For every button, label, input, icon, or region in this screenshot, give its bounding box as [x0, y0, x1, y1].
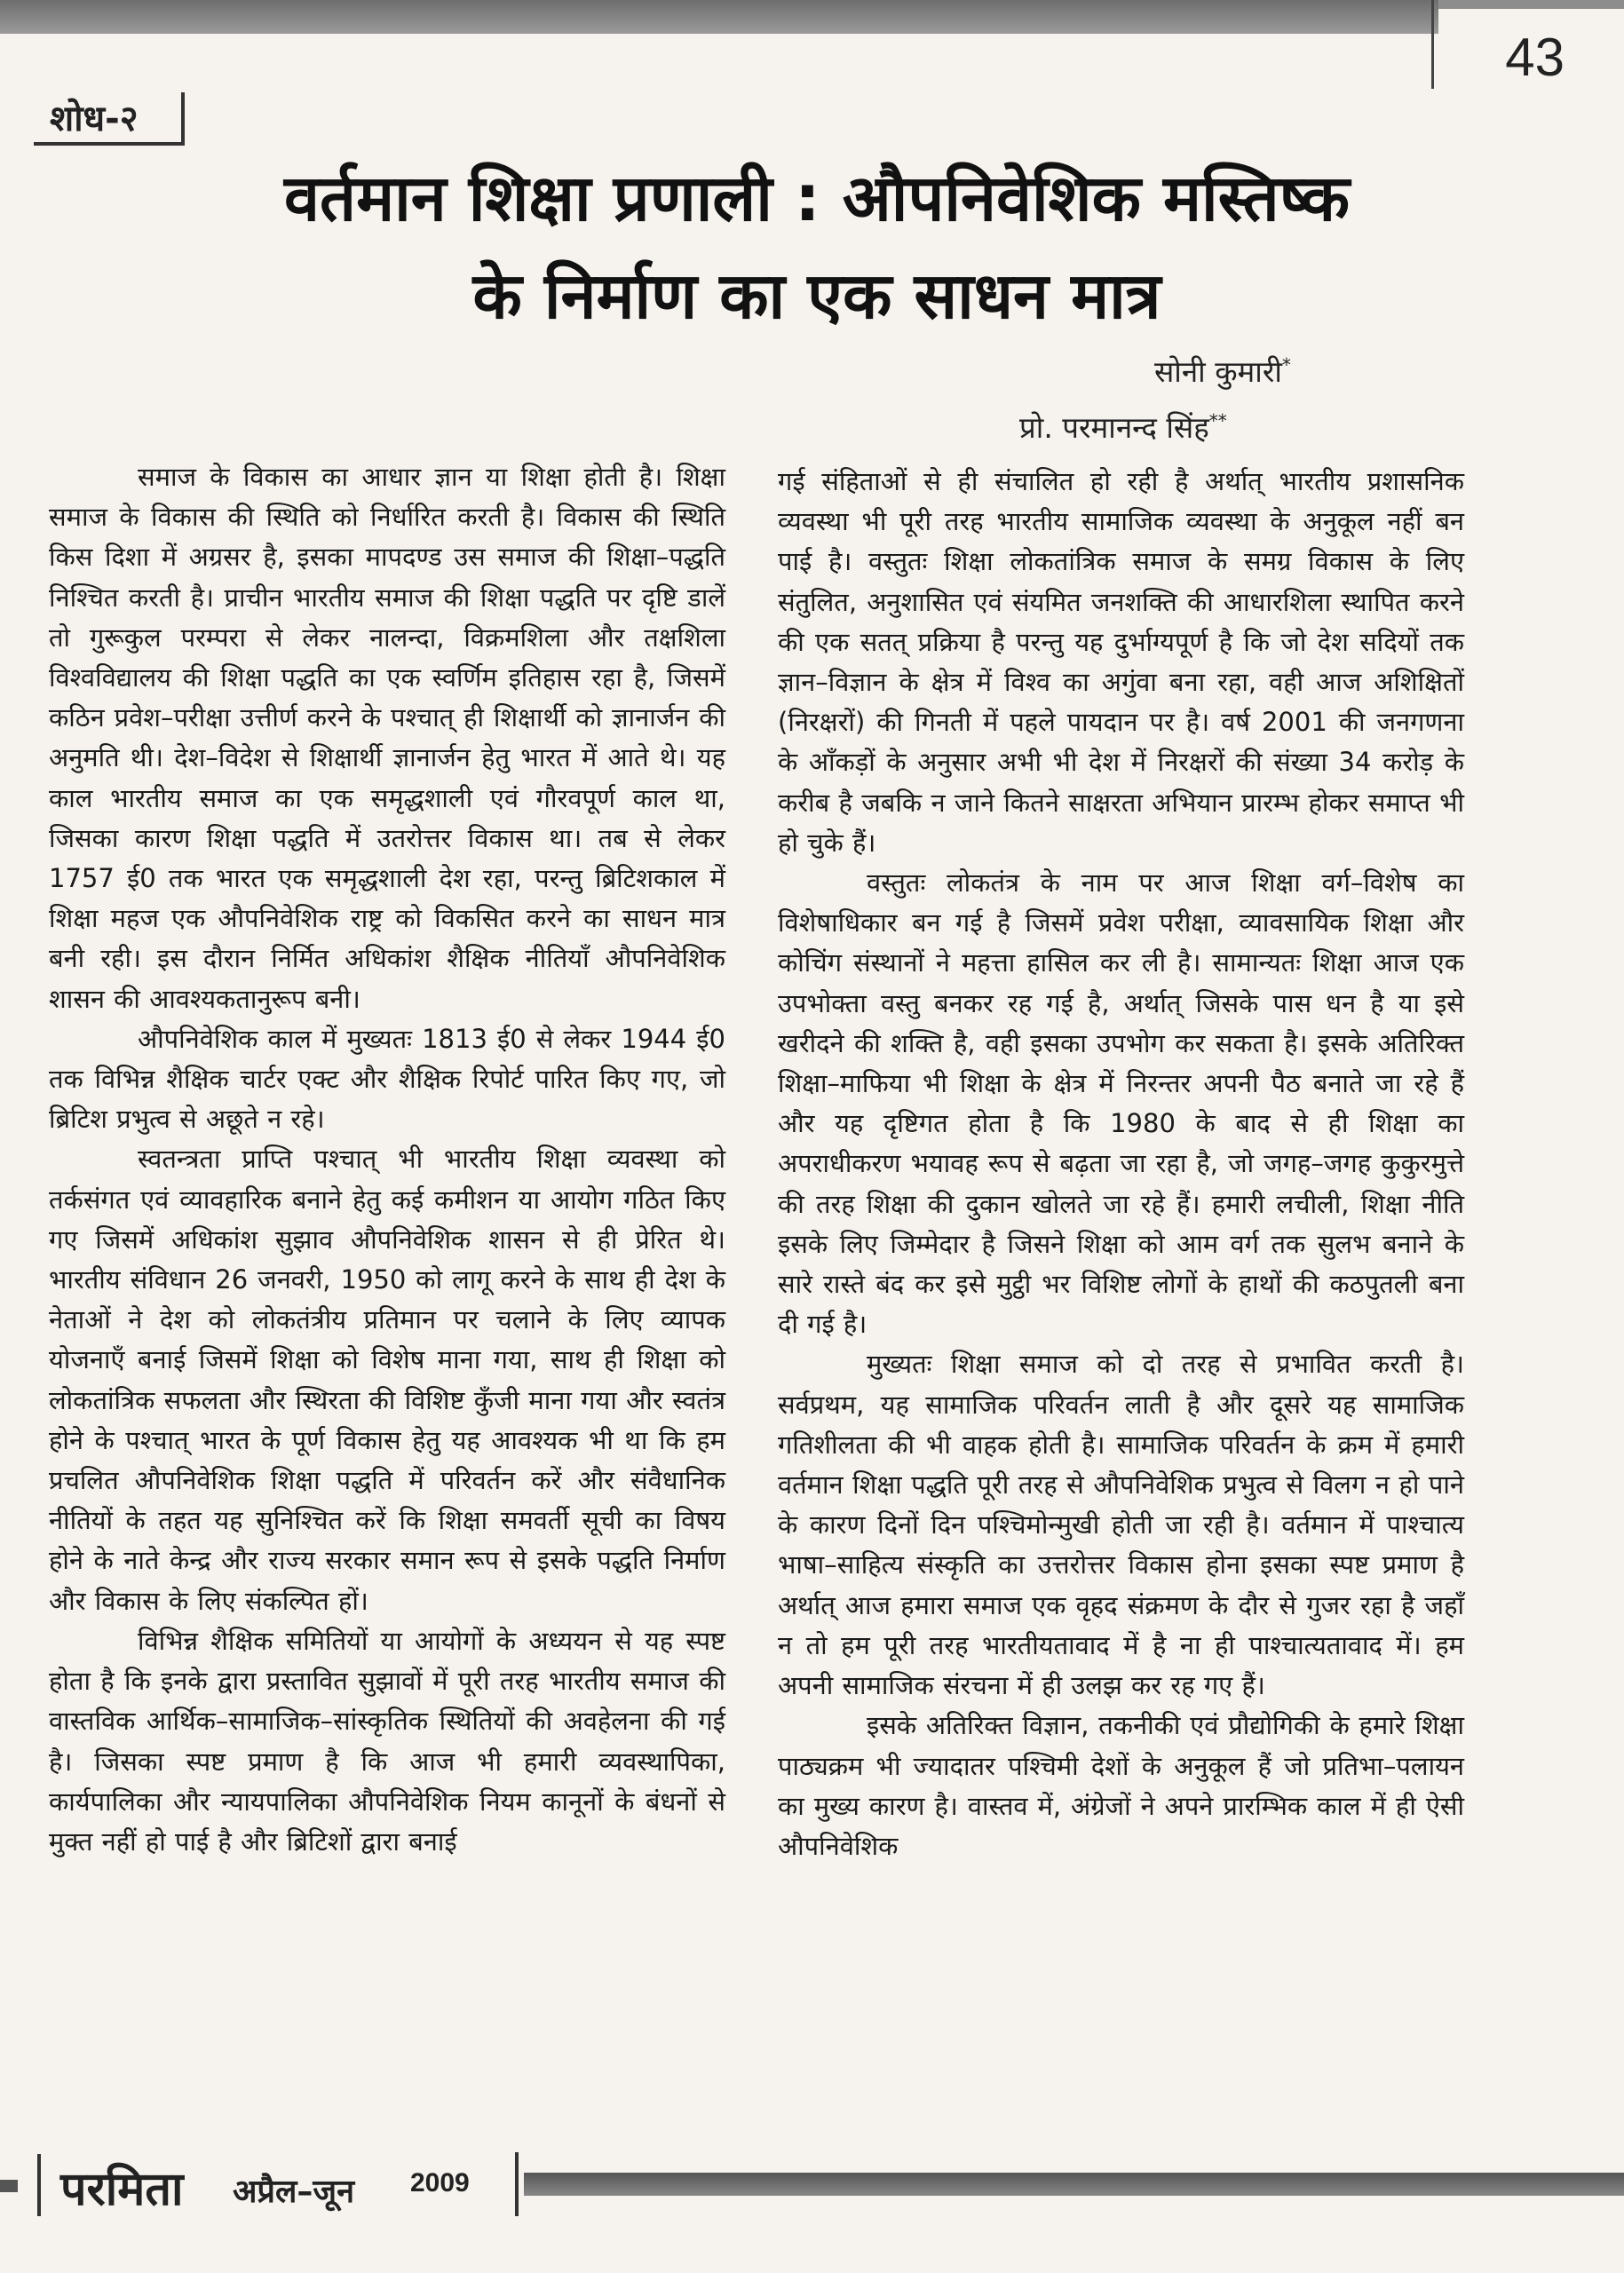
- footer-bar: [524, 2173, 1624, 2196]
- left-paragraph-3: स्वतन्त्रता प्राप्ति पश्चात् भी भारतीय शिक्षा व्यवस्था को तर्कसंगत एवं व्यावहारिक बनाने हेतु कई कमीशन या आयोग गठित किए गए जिसमें अधिकांश सुझाव औपनिवेशिक शासन से ही प्रेरित थे। भारतीय संविधान 26 जनवरी, 1950 को लागू करने के साथ ही देश के नेताओं ने देश को लोकतंत्रीय प्रतिमान पर चलाने के लिए व्यापक योजनाएँ बनाई जिसमें शिक्षा को विशेष माना गया, साथ ही शिक्षा को लोकतांत्रिक सफलता और स्थिरता की विशिष्ट कुँजी माना गया और स्वतंत्र होने के पश्चात् भारत के पूर्ण विकास हेतु यह आवश्यक भी था कि हम प्रचलित औपनिवेशिक शिक्षा पद्धति में परिवर्तन करें और संवैधानिक नीतियों के तहत यह सुनिश्चित करें कि शिक्षा समवर्ती सूची का विषय होने के नाते केन्द्र और राज्य सरकार समान रूप से इसके पद्धति निर्माण और विकास के लिए संकल्पित हों।: [49, 1144, 725, 1616]
- author-2-mark: **: [1208, 410, 1227, 432]
- right-column: [778, 462, 1464, 1866]
- issue-months: अप्रैल–जून: [233, 2174, 355, 2210]
- author-2: [1019, 407, 1227, 447]
- left-paragraph-4: विभिन्न शैक्षिक समितियों या आयोगों के अध्ययन से यह स्पष्ट होता है कि इनके द्वारा प्रस्तावित सुझावों में पूरी तरह भारतीय समाज की वास्तविक आर्थिक–सामाजिक–सांस्कृतिक स्थितियों की अवहेलना की गई है। जिसका स्पष्ट प्रमाण है कि आज भी हमारी व्यवस्थापिका, कार्यपालिका और न्यायपालिका औपनिवेशिक नियम कानूनों के बंधनों से मुक्त नहीं हो पाई है और ब्रिटिशों द्वारा बनाई: [49, 1625, 725, 1857]
- right-paragraph-1: गई संहिताओं से ही संचालित हो रही है अर्थात् भारतीय प्रशासनिक व्यवस्था भी पूरी तरह भारतीय सामाजिक व्यवस्था के अनुकूल नहीं बन पाई है। वस्तुतः शिक्षा लोकतांत्रिक समाज के समग्र विकास के लिए संतुलित, अनुशासित एवं संयमित जनशक्ति की आधारशिला स्थापित करने की एक सतत् प्रक्रिया है परन्तु यह दुर्भाग्यपूर्ण है कि जो देश सदियों तक ज्ञान–विज्ञान के क्षेत्र में विश्व का अगुंवा बना रहा, वही आज अशिक्षितों (निरक्षरों) की गिनती में पहले पायदान पर है। वर्ष 2001 की जनगणना के आँकड़ों के अनुसार अभी भी देश में निरक्षरों की संख्या 34 करोड़ के करीब है जबकि न जाने कितने साक्षरता अभियान प्रारम्भ होकर समाप्त भी हो चुके हैं।: [778, 466, 1464, 858]
- footer-bar-left: [0, 2180, 18, 2192]
- left-paragraph-2: औपनिवेशिक काल में मुख्यतः 1813 ई0 से लेकर 1944 ई0 तक विभिन्न शैक्षिक चार्टर एक्ट और शैक्षिक रिपोर्ट पारित किए गए, जो ब्रिटिश प्रभुत्व से अछूते न रहे।: [49, 1023, 725, 1135]
- author-1-mark: *: [1281, 354, 1291, 376]
- author-1-name: सोनी कुमारी: [1154, 354, 1282, 389]
- section-tag: शोध-२: [34, 92, 185, 146]
- issue-year: 2009: [410, 2168, 470, 2198]
- page-number-box: [1431, 0, 1624, 89]
- left-paragraph-1: समाज के विकास का आधार ज्ञान या शिक्षा होती है। शिक्षा समाज के विकास की स्थिति को निर्धारित करती है। विकास की स्थिति किस दिशा में अग्रसर है, इसका मापदण्ड उस समाज की शिक्षा–पद्धति निश्चित करती है। प्राचीन भारतीय समाज की शिक्षा पद्धति पर दृष्टि डालें तो गुरूकुल परम्परा से लेकर नालन्दा, विक्रमशिला और तक्षशिला विश्वविद्यालय की शिक्षा पद्धति का एक स्वर्णिम इतिहास रहा है, जिसमें कठिन प्रवेश–परीक्षा उत्तीर्ण करने के पश्चात् ही शिक्षार्थी को ज्ञानार्जन की अनुमति थी। देश–विदेश से शिक्षार्थी ज्ञानार्जन हेतु भारत में आते थे। यह काल भारतीय समाज का एक समृद्धशाली एवं गौरवपूर्ण काल था, जिसका कारण शिक्षा पद्धति में उतरोत्तर विकास था। तब से लेकर 1757 ई0 तक भारत एक समृद्धशाली देश रहा, परन्तु ब्रिटिशकाल में शिक्षा महज एक औपनिवेशिक राष्ट्र को विकसित करने का साधन मात्र बनी रही। इस दौरान निर्मित अधिकांश शैक्षिक नीतियाँ औपनिवेशिक शासन की आवश्यकतानुरूप बनी।: [49, 462, 725, 1014]
- title-line-2: के निर्माण का एक साधन मात्र: [472, 258, 1161, 333]
- article-title: [80, 149, 1554, 345]
- right-paragraph-4: इसके अतिरिक्त विज्ञान, तकनीकी एवं प्रौद्योगिकी के हमारे शिक्षा पाठ्यक्रम भी ज्यादातर पश्चिमी देशों के अनुकूल हैं जो प्रतिभा–पलायन का मुख्य कारण है। वास्तव में, अंग्रेजों ने अपने प्रारम्भिक काल में ही ऐसी औपनिवेशिक: [778, 1710, 1464, 1861]
- right-paragraph-3: मुख्यतः शिक्षा समाज को दो तरह से प्रभावित करती है। सर्वप्रथम, यह सामाजिक परिवर्तन लाती है और दूसरे यह सामाजिक गतिशीलता की भी वाहक होती है। सामाजिक परिवर्तन के क्रम में हमारी वर्तमान शिक्षा पद्धति पूरी तरह से औपनिवेशिक प्रभुत्व से विलग न हो पाने के कारण दिनों दिन पश्चिमोन्मुखी होती जा रही है। वर्तमान में पाश्चात्य भाषा–साहित्य संस्कृति का उत्तरोत्तर विकास होना इसका स्पष्ट प्रमाण है अर्थात् आज हमारा समाज एक वृहद संक्रमण के दौर से गुजर रहा है जहाँ न तो हम पूरी तरह भारतीयतावाद में है ना ही पाश्चात्यतावाद में। हम अपनी सामाजिक संरचना में ही उलझ कर रह गए हैं।: [778, 1349, 1464, 1701]
- right-paragraph-2: वस्तुतः लोकतंत्र के नाम पर आज शिक्षा वर्ग–विशेष का विशेषाधिकार बन गई है जिसमें प्रवेश परीक्षा, व्यावसायिक शिक्षा और कोचिंग संस्थानों ने महत्ता हासिल कर ली है। सामान्यतः शिक्षा आज एक उपभोक्ता वस्तु बनकर रह गई है, अर्थात् जिसके पास धन है या इसे खरीदने की शक्ति है, वही इसका उपभोग कर सकता है। इसके अतिरिक्त शिक्षा–माफिया भी शिक्षा के क्षेत्र में निरन्तर अपनी पैठ बनाते जा रहे हैं और यह दृष्टिगत होता है कि 1980 के बाद से ही शिक्षा का अपराधीकरण भयावह रूप से बढ़ता जा रहा है, जो जगह–जगह कुकुरमुत्ते की तरह शिक्षा की दुकान खोलते जा रहे हैं। हमारी लचीली, शिक्षा नीति इसके लिए जिम्मेदार है जिसने शिक्षा को आम वर्ग तक सुलभ बनाने के सारे रास्ते बंद कर इसे मुट्ठी भर विशिष्ट लोगों के हाथों की कठपुतली बना दी गई है।: [778, 867, 1464, 1340]
- page-number: 43: [1505, 28, 1565, 87]
- left-column: [49, 457, 725, 1862]
- author-1: [1154, 351, 1291, 391]
- title-line-1: वर्तमान शिक्षा प्रणाली : औपनिवेशिक मस्तिष्क: [284, 161, 1350, 235]
- footer-rule: [18, 2154, 41, 2216]
- header-bar: [0, 0, 1438, 34]
- author-2-name: प्रो. परमानन्द सिंह: [1019, 410, 1209, 445]
- journal-name: परमिता: [60, 2163, 184, 2216]
- footer-separator: [515, 2152, 519, 2216]
